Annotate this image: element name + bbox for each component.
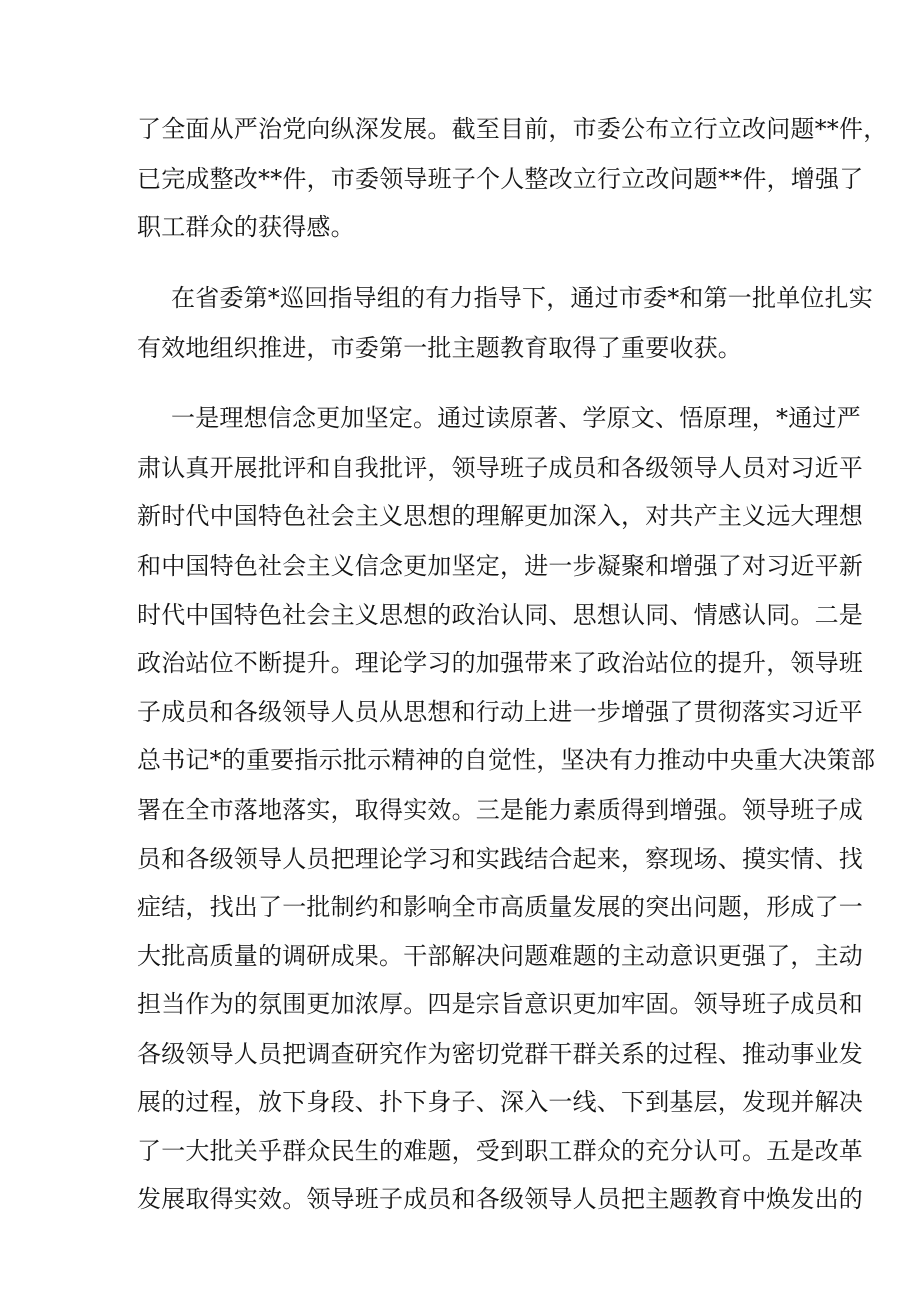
paragraph-3-line-2: 肃认真开展批评和自我批评，领导班子成员和各级领导人员对习近平: [137, 454, 863, 482]
paragraph-3-line-17: 发展取得实效。领导班子成员和各级领导人员把主题教育中焕发出的: [137, 1185, 863, 1213]
paragraph-3-line-7: 子成员和各级领导人员从思想和行动上进一步增强了贯彻落实习近平: [137, 698, 863, 726]
paragraph-3-line-15: 展的过程，放下身段、扑下身子、深入一线、下到基层，发现并解决: [137, 1088, 863, 1116]
paragraph-3-line-6: 政治站位不断提升。理论学习的加强带来了政治站位的提升，领导班: [137, 649, 863, 677]
paragraph-3-line-1: 一是理想信念更加坚定。通过读原著、学原文、悟原理，*通过严: [171, 404, 861, 432]
paragraph-3-line-12: 大批高质量的调研成果。干部解决问题难题的主动意识更强了，主动: [137, 942, 863, 970]
paragraph-3-line-16: 了一大批关乎群众民生的难题，受到职工群众的充分认可。五是改革: [137, 1137, 863, 1165]
paragraph-3-line-9: 署在全市落地落实，取得实效。三是能力素质得到增强。领导班子成: [137, 796, 863, 824]
paragraph-3-line-4: 和中国特色社会主义信念更加坚定，进一步凝聚和增强了对习近平新: [137, 552, 863, 580]
paragraph-1-line-1: 了全面从严治党向纵深发展。截至目前，市委公布立行立改问题**件，: [137, 115, 888, 143]
paragraph-3-line-3: 新时代中国特色社会主义思想的理解更加深入，对共产主义远大理想: [137, 502, 863, 530]
paragraph-3-line-14: 各级领导人员把调查研究作为密切党群干群关系的过程、推动事业发: [137, 1040, 863, 1068]
paragraph-3-line-13: 担当作为的氛围更加浓厚。四是宗旨意识更加牢固。领导班子成员和: [137, 990, 863, 1018]
paragraph-1-line-3: 职工群众的获得感。: [137, 213, 355, 241]
paragraph-1-line-2: 已完成整改**件，市委领导班子个人整改立行立改问题**件，增强了: [137, 165, 864, 193]
paragraph-3-line-8: 总书记*的重要指示批示精神的自觉性，坚决有力推动中央重大决策部: [137, 746, 876, 774]
paragraph-3-line-5: 时代中国特色社会主义思想的政治认同、思想认同、情感认同。二是: [137, 601, 863, 629]
paragraph-3-line-10: 员和各级领导人员把理论学习和实践结合起来，察现场、摸实情、找: [137, 845, 863, 873]
paragraph-2-line-1: 在省委第*巡回指导组的有力指导下，通过市委*和第一批单位扎实: [171, 284, 873, 312]
paragraph-3-line-11: 症结，找出了一批制约和影响全市高质量发展的突出问题，形成了一: [137, 893, 863, 921]
paragraph-2-line-2: 有效地组织推进，市委第一批主题教育取得了重要收获。: [137, 334, 742, 362]
